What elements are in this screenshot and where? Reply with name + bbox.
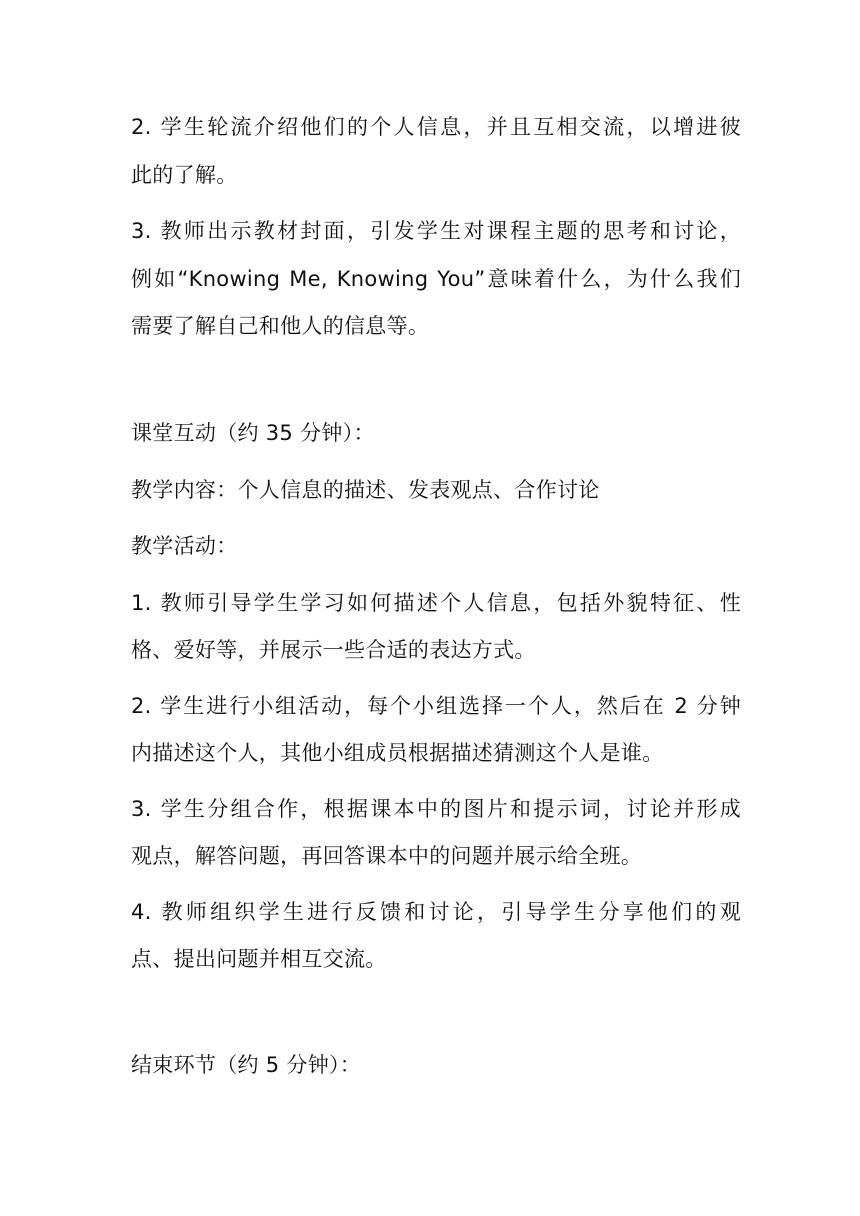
- activity-2-line-1: 2. 学生进行小组活动，每个小组选择一个人，然后在 2 分钟: [131, 694, 741, 718]
- intro-step-2-line-1: 2. 学生轮流介绍他们的个人信息，并且互相交流，以增进彼: [131, 115, 741, 139]
- activity-1-line-1: 1. 教师引导学生学习如何描述个人信息，包括外貌特征、性: [131, 591, 741, 615]
- activity-3-line-1: 3. 学生分组合作，根据课本中的图片和提示词，讨论并形成: [131, 797, 741, 821]
- activity-4-line-2: 点、提出问题并相互交流。: [131, 947, 387, 971]
- teaching-content: 教学内容：个人信息的描述、发表观点、合作讨论: [131, 478, 600, 502]
- interaction-heading: 课堂互动（约 35 分钟）：: [131, 421, 375, 445]
- intro-step-2-line-2: 此的了解。: [131, 163, 238, 187]
- activity-1-line-2: 格、爱好等，并展示一些合适的表达方式。: [131, 638, 536, 662]
- intro-step-3-line-3: 需要了解自己和他人的信息等。: [131, 314, 430, 338]
- activity-2-line-2: 内描述这个人，其他小组成员根据描述猜测这个人是谁。: [131, 741, 664, 765]
- intro-step-3-line-2: 例如“Knowing Me, Knowing You”意味着什么，为什么我们: [131, 267, 741, 291]
- closing-heading: 结束环节（约 5 分钟）：: [131, 1053, 362, 1077]
- activity-4-line-1: 4. 教师组织学生进行反馈和讨论，引导学生分享他们的观: [131, 900, 741, 924]
- teaching-activities-label: 教学活动：: [131, 534, 238, 558]
- intro-step-3-line-1: 3. 教师出示教材封面，引发学生对课程主题的思考和讨论，: [131, 219, 741, 243]
- activity-3-line-2: 观点，解答问题，再回答课本中的问题并展示给全班。: [131, 844, 643, 868]
